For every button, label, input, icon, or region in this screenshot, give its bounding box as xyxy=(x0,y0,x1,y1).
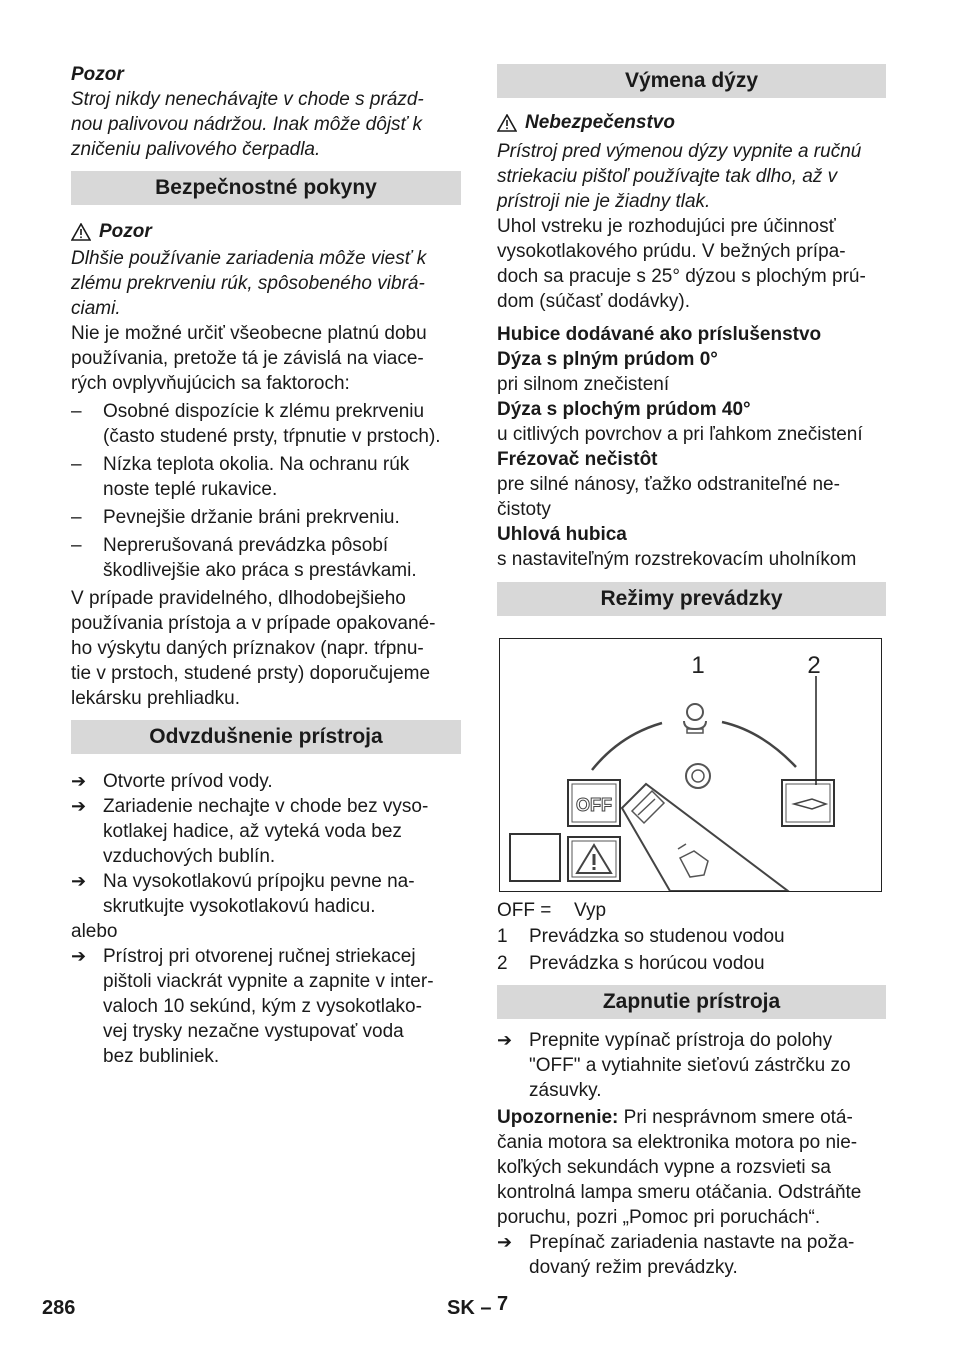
instruction-line: Zariadenie nechajte v chode bez vyso- xyxy=(103,796,429,817)
pozor-line: Stroj nikdy nenechávajte v chode s prázd- xyxy=(71,89,424,110)
section-header-modes: Režimy prevádzky xyxy=(497,582,886,616)
list-item xyxy=(71,399,461,449)
instruction-item xyxy=(71,769,461,794)
instruction-line: "OFF" a vytiahnite sieťovú zástrčku zo xyxy=(529,1055,851,1076)
instruction-line: zásuvky. xyxy=(529,1080,602,1101)
list-item-line: (často studené prsty, tŕpnutie v prstoch). xyxy=(103,426,441,447)
note-line: čania motora sa elektronika motora po nie- xyxy=(497,1132,858,1153)
danger-title xyxy=(497,110,886,135)
warning-triangle-icon xyxy=(71,223,91,241)
dash-marker: – xyxy=(71,454,82,475)
footer-dash: – xyxy=(480,1297,492,1319)
instruction-line: dovaný režim prevádzky. xyxy=(529,1257,738,1278)
right-column xyxy=(497,64,886,1280)
nozzle-desc: pri silnom znečistení xyxy=(497,374,670,395)
danger-line: Prístroj pred výmenou dýzy vypnite a ručnú xyxy=(497,141,862,162)
instruction-line: skrutkujte vysokotlakovú hadicu. xyxy=(103,896,376,917)
dash-marker: – xyxy=(71,507,82,528)
callout-2: 2 xyxy=(807,652,821,679)
pozor-line: zničeniu palivového čerpadla. xyxy=(71,139,321,160)
instruction-item xyxy=(497,1028,886,1103)
list-item xyxy=(71,452,461,502)
note-line: kontrolná lampa smeru otáčania. Odstráňte xyxy=(497,1182,862,1203)
off-label: OFF xyxy=(576,795,612,815)
paragraph-line: V prípade pravidelného, dlhodobejšieho xyxy=(71,588,406,609)
accessory-heading: Hubice dodávané ako príslušenstvo xyxy=(497,324,822,345)
list-item xyxy=(71,533,461,583)
nozzle-desc: s nastaviteľným rozstrekovacím uholníkom xyxy=(497,549,857,570)
section-header-start: Zapnutie prístroja xyxy=(497,985,886,1019)
instruction-line: vzduchových bublín. xyxy=(103,846,276,867)
section-header-nozzle: Výmena dýzy xyxy=(497,64,886,98)
note-line: poruchu, pozri „Pomoc pri poruchách“. xyxy=(497,1207,821,1228)
list-item-line: noste teplé rukavice. xyxy=(103,479,278,500)
instruction-line: Na vysokotlakovú prípojku pevne na- xyxy=(103,871,415,892)
legend-value: Prevádzka so studenou vodou xyxy=(529,926,785,947)
arrow-right-icon: ➔ xyxy=(71,946,87,966)
nozzle-desc: čistoty xyxy=(497,499,551,520)
legend-item xyxy=(497,898,886,923)
paragraph-line: tie v prstoch, studené prsty) doporučujeme xyxy=(71,663,431,684)
warning-line: Dlhšie používanie zariadenia môže viesť k xyxy=(71,248,427,269)
paragraph-line: rých ovplyvňujúcich sa faktoroch: xyxy=(71,373,350,394)
callout-1: 1 xyxy=(691,652,705,679)
paragraph-line: dom (súčasť dodávky). xyxy=(497,291,690,312)
instruction-line: pištoli viackrát vypnite a zapnite v inter- xyxy=(103,971,434,992)
language-code: SK xyxy=(447,1297,475,1319)
arrow-right-icon: ➔ xyxy=(71,771,87,791)
paragraph-line: používania, pretože tá je závislá na viace- xyxy=(71,348,424,369)
page-footer-lang xyxy=(447,1293,509,1321)
page-number: 286 xyxy=(42,1297,76,1319)
section-header-safety: Bezpečnostné pokyny xyxy=(71,171,461,205)
paragraph-line: Nie je možné určiť všeobecne platnú dobu xyxy=(71,323,427,344)
warning-title xyxy=(71,219,461,244)
warning-line: zlému prekrveniu rúk, spôsobeného vibrá- xyxy=(71,273,425,294)
nozzle-title: Dýza s plochým prúdom 40° xyxy=(497,399,751,420)
legend-value: Prevádzka s horúcou vodou xyxy=(529,953,765,974)
pozor-title: Pozor xyxy=(71,64,124,85)
note-text: Pri nesprávnom smere otá- xyxy=(618,1107,853,1128)
arrow-right-icon: ➔ xyxy=(71,796,87,816)
warning-title-text: Pozor xyxy=(99,221,152,242)
instruction-line: vej trysky nezačne vystupovať voda xyxy=(103,1021,404,1042)
instruction-line: bez bubliniek. xyxy=(103,1046,220,1067)
left-column xyxy=(71,62,461,1069)
legend-key: 2 xyxy=(497,953,508,974)
paragraph-line: doch sa pracuje s 25° dýzou s plochým prú- xyxy=(497,266,866,287)
alebo-text: alebo xyxy=(71,921,118,942)
nozzle-title: Frézovač nečistôt xyxy=(497,449,658,470)
mode-switch-illustration xyxy=(500,639,881,891)
arrow-right-icon: ➔ xyxy=(497,1232,513,1252)
mode-switch-diagram xyxy=(499,638,882,892)
dash-marker: – xyxy=(71,401,82,422)
instruction-item xyxy=(71,944,461,1069)
legend-key: OFF = xyxy=(497,900,552,921)
note-label: Upozornenie: xyxy=(497,1107,619,1128)
instruction-item xyxy=(71,794,461,869)
instruction-line: Prepínač zariadenia nastavte na poža- xyxy=(529,1232,855,1253)
note-line xyxy=(497,1105,886,1130)
instruction-line: valoch 10 sekúnd, kým z vysokotlako- xyxy=(103,996,422,1017)
list-item xyxy=(71,505,461,530)
note-line: koľkých sekundách vypne a rozsvieti sa xyxy=(497,1157,831,1178)
warning-triangle-icon xyxy=(497,114,517,132)
instruction-item xyxy=(497,1230,886,1280)
instruction-line: kotlakej hadice, až vyteká voda bez xyxy=(103,821,402,842)
dash-marker: – xyxy=(71,535,82,556)
list-item-line: Osobné dispozície k zlému prekrveniu xyxy=(103,401,425,422)
section-page-number: 7 xyxy=(497,1293,509,1315)
paragraph-line: ho výskytu daných príznakov (napr. tŕpnu- xyxy=(71,638,424,659)
paragraph-line: Uhol vstreku je rozhodujúci pre účinnosť xyxy=(497,216,836,237)
nozzle-title: Dýza s plným prúdom 0° xyxy=(497,349,718,370)
arrow-right-icon: ➔ xyxy=(71,871,87,891)
list-item-line: Pevnejšie držanie bráni prekrveniu. xyxy=(103,507,400,528)
warning-line: ciami. xyxy=(71,298,121,319)
list-item-line: škodlivejšie ako práca s prestávkami. xyxy=(103,560,417,581)
instruction-item xyxy=(71,869,461,919)
nozzle-desc: u citlivých povrchov a pri ľahkom znečistení xyxy=(497,424,863,445)
paragraph-line: vysokotlakového prúdu. V bežných prípa- xyxy=(497,241,846,262)
instruction-line: Prepnite vypínač prístroja do polohy xyxy=(529,1030,833,1051)
arrow-right-icon: ➔ xyxy=(497,1030,513,1050)
legend-key: 1 xyxy=(497,926,508,947)
paragraph-line: používania prístoja a v prípade opakované- xyxy=(71,613,436,634)
list-item-line: Nízka teplota okolia. Na ochranu rúk xyxy=(103,454,410,475)
legend-item xyxy=(497,924,886,949)
legend xyxy=(497,898,886,976)
pozor-line: nou palivovou nádržou. Inak môže dôjsť k xyxy=(71,114,423,135)
legend-item xyxy=(497,951,886,976)
list-item-line: Neprerušovaná prevádzka pôsobí xyxy=(103,535,389,556)
danger-title-text: Nebezpečenstvo xyxy=(525,112,675,133)
paragraph-line: lekársku prehliadku. xyxy=(71,688,240,709)
instruction-line: Otvorte prívod vody. xyxy=(103,771,273,792)
danger-line: prístroji nie je žiadny tlak. xyxy=(497,191,711,212)
instruction-line: Prístroj pri otvorenej ručnej striekacej xyxy=(103,946,416,967)
legend-value: Vyp xyxy=(574,900,607,921)
nozzle-desc: pre silné nánosy, ťažko odstraniteľné ne- xyxy=(497,474,840,495)
cold-water-icon xyxy=(684,704,706,733)
nozzle-title: Uhlová hubica xyxy=(497,524,627,545)
section-header-venting: Odvzdušnenie prístroja xyxy=(71,720,461,754)
danger-line: striekaciu pištoľ používajte tak dlho, až v xyxy=(497,166,838,187)
